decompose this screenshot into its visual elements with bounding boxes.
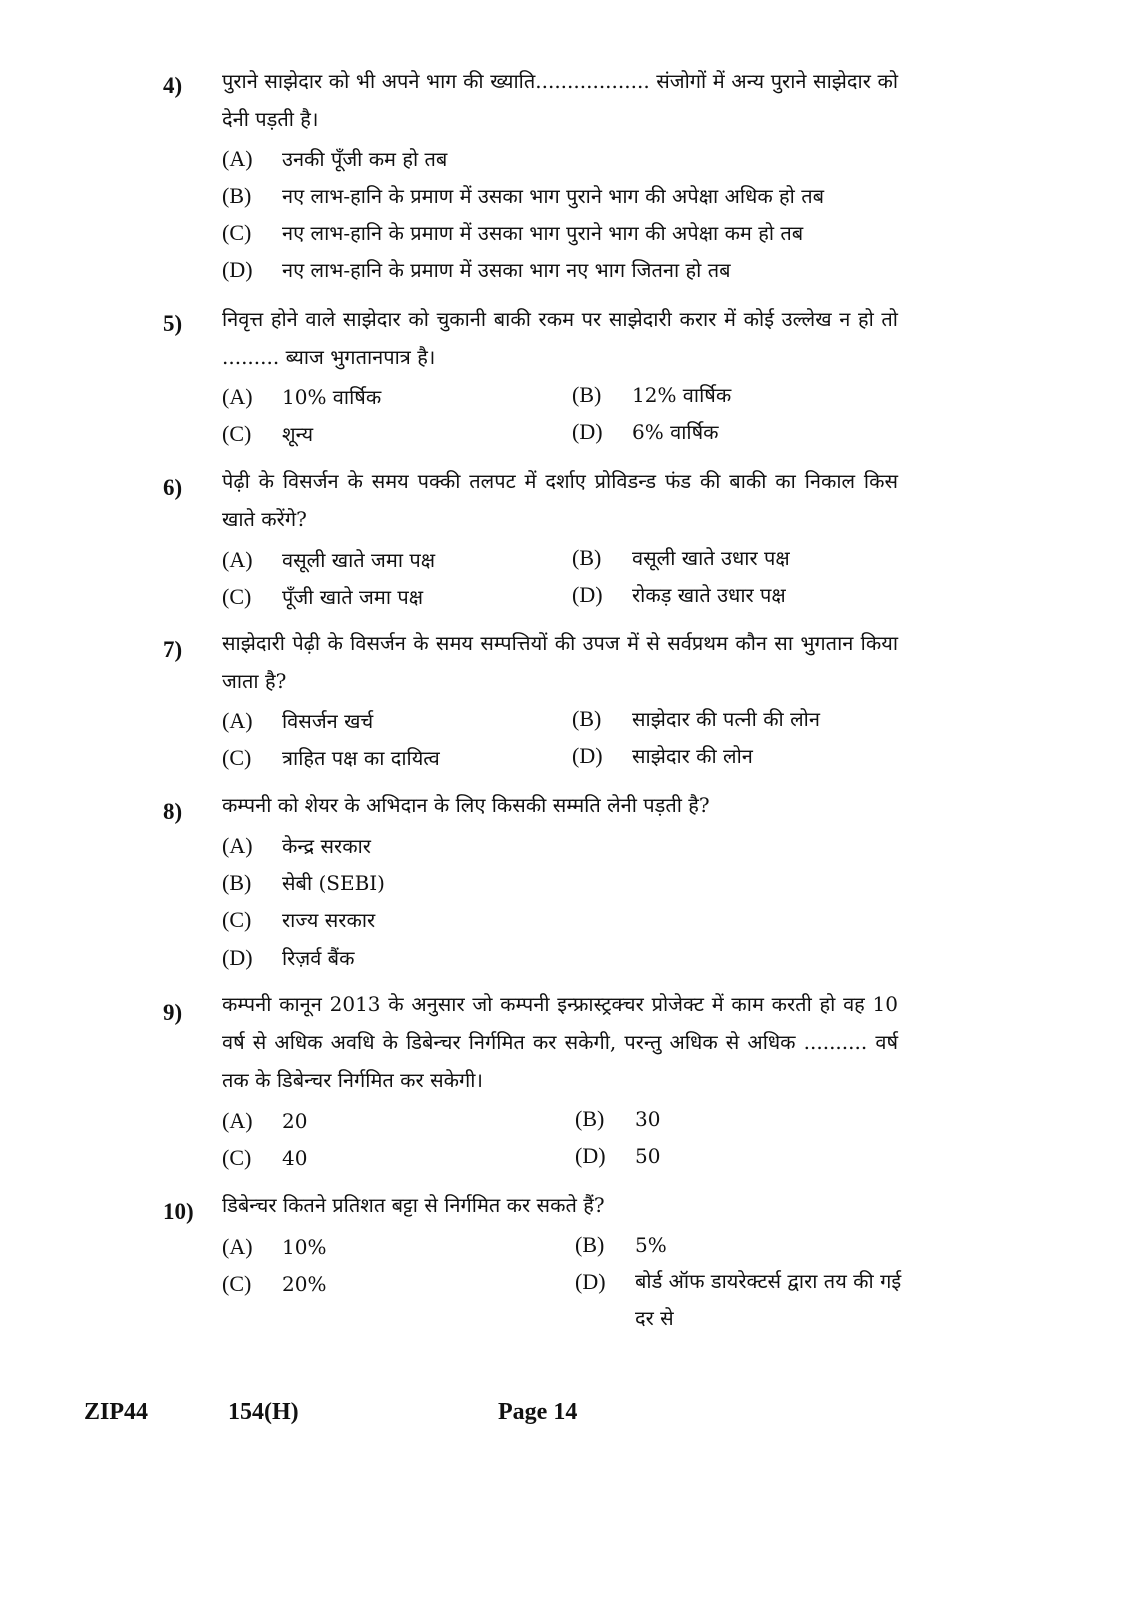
question-text: डिबेन्चर कितने प्रतिशत बट्टा से निर्गमित कर सकते हैं? (222, 1193, 605, 1217)
option-label: (D) (575, 1143, 606, 1168)
question-number: 8) (163, 799, 183, 824)
option-label: (C) (222, 1271, 252, 1296)
option-label: (A) (222, 708, 253, 733)
option-text: रोकड़ खाते उधार पक्ष (632, 583, 786, 607)
option-label: (D) (575, 1269, 606, 1294)
option-label: (B) (222, 183, 252, 208)
option-c[interactable] (222, 214, 803, 252)
option-d[interactable] (575, 1137, 660, 1175)
option-b[interactable] (572, 700, 820, 738)
question-number: 6) (163, 475, 183, 500)
option-label: (B) (575, 1106, 605, 1131)
option-text: रिज़र्व बैंक (282, 946, 355, 970)
question-number: 10) (163, 1199, 194, 1224)
option-text: 30 (635, 1107, 661, 1131)
option-label: (C) (222, 1145, 252, 1170)
option-label: (A) (222, 1234, 253, 1259)
option-text: शून्य (282, 422, 314, 446)
question-number: 9) (163, 1000, 183, 1025)
option-label: (B) (572, 545, 602, 570)
question-number: 5) (163, 311, 183, 336)
option-a[interactable] (222, 140, 447, 178)
option-label: (C) (222, 745, 252, 770)
option-b[interactable] (222, 177, 824, 215)
option-d[interactable] (222, 251, 731, 289)
footer-code: ZIP44 (84, 1399, 149, 1425)
question-text: पेढ़ी के विसर्जन के समय पक्की तलपट में दर्शाए प्रोविडन्ड फंड की बाकी का निकाल किस खाते करेंगे? (222, 469, 898, 531)
option-c[interactable] (222, 415, 313, 453)
option-label: (D) (572, 582, 603, 607)
option-text: 40 (282, 1146, 308, 1170)
footer-paper-code: 154(H) (228, 1399, 299, 1425)
option-c[interactable] (222, 1265, 326, 1303)
option-label: (D) (572, 743, 603, 768)
option-c[interactable] (222, 901, 375, 939)
option-c[interactable] (222, 1139, 307, 1177)
question-text: साझेदारी पेढ़ी के विसर्जन के समय सम्पत्तियों की उपज में से सर्वप्रथम कौन सा भुगतान किया जाता है? (222, 631, 898, 693)
option-text: केन्द्र सरकार (282, 834, 371, 858)
question-number: 4) (163, 73, 183, 98)
option-a[interactable] (222, 1102, 307, 1140)
option-a[interactable] (222, 827, 371, 865)
option-text: राज्य सरकार (282, 908, 376, 932)
option-label: (A) (222, 547, 253, 572)
option-a[interactable] (222, 1228, 326, 1266)
option-text: विसर्जन खर्च (282, 709, 374, 733)
option-label: (C) (222, 220, 252, 245)
option-label: (C) (222, 584, 252, 609)
option-text: पूँजी खाते जमा पक्ष (282, 585, 424, 609)
option-label: (D) (572, 419, 603, 444)
option-text: 10% (282, 1235, 327, 1259)
footer-page-number: Page 14 (498, 1399, 578, 1425)
option-label: (B) (572, 706, 602, 731)
option-text: त्राहित पक्ष का दायित्व (282, 746, 440, 770)
option-label: (D) (222, 257, 253, 282)
option-text: 20% (282, 1272, 327, 1296)
option-text: 20 (282, 1109, 308, 1133)
question-text: कम्पनी कानून 2013 के अनुसार जो कम्पनी इन्फ्रास्ट्रक्चर प्रोजेक्ट में काम करती हो वह 10 वर्ष से अधिक अवधि के डिबेन्चर निर्गमित कर सकेगी, परन्तु अधिक से अधिक .......... वर्ष तक के डिबेन्चर निर्गमित कर सकेगी। (222, 992, 898, 1092)
option-a[interactable] (222, 702, 373, 740)
option-d[interactable] (222, 939, 354, 977)
option-d[interactable] (572, 413, 719, 451)
option-label: (A) (222, 1108, 253, 1133)
option-d[interactable] (572, 737, 753, 775)
option-b[interactable] (575, 1226, 667, 1264)
question-text: पुराने साझेदार को भी अपने भाग की ख्याति.................. संजोगों में अन्य पुराने साझेदार को देनी पड़ती है। (222, 69, 898, 131)
option-text: नए लाभ-हानि के प्रमाण में उसका भाग पुराने भाग की अपेक्षा अधिक हो तब (282, 184, 825, 208)
option-label: (B) (575, 1232, 605, 1257)
option-text: बोर्ड ऑफ डायरेक्टर्स द्वारा तय की गई दर से (635, 1269, 902, 1330)
option-text: 5% (635, 1233, 667, 1257)
option-text: वसूली खाते उधार पक्ष (632, 546, 790, 570)
option-label: (A) (222, 384, 253, 409)
option-label: (B) (572, 382, 602, 407)
option-text: उनकी पूँजी कम हो तब (282, 147, 448, 171)
option-b[interactable] (575, 1100, 660, 1138)
option-label: (A) (222, 146, 253, 171)
option-c[interactable] (222, 739, 440, 777)
option-label: (C) (222, 907, 252, 932)
question-number: 7) (163, 637, 183, 662)
option-text: 50 (635, 1144, 661, 1168)
option-b[interactable] (222, 864, 385, 902)
option-label: (B) (222, 870, 252, 895)
option-text: साझेदार की लोन (632, 744, 753, 768)
option-label: (D) (222, 945, 253, 970)
option-text: सेबी (SEBI) (282, 871, 385, 895)
option-b[interactable] (572, 539, 790, 577)
option-a[interactable] (222, 378, 381, 416)
option-b[interactable] (572, 376, 731, 414)
option-text: 6% वार्षिक (632, 420, 719, 444)
option-text: वसूली खाते जमा पक्ष (282, 548, 436, 572)
option-text: नए लाभ-हानि के प्रमाण में उसका भाग पुराने भाग की अपेक्षा कम हो तब (282, 221, 804, 245)
option-text: 12% वार्षिक (632, 383, 732, 407)
option-label: (C) (222, 421, 252, 446)
option-c[interactable] (222, 578, 423, 616)
option-d[interactable] (572, 576, 786, 614)
question-text: निवृत्त होने वाले साझेदार को चुकानी बाकी रकम पर साझेदारी करार में कोई उल्लेख न हो तो ......... ब्याज भुगतानपात्र है। (222, 307, 898, 369)
option-label: (A) (222, 833, 253, 858)
option-a[interactable] (222, 541, 435, 579)
question-text: कम्पनी को शेयर के अभिदान के लिए किसकी सम्मति लेनी पड़ती है? (222, 793, 710, 817)
option-text: 10% वार्षिक (282, 385, 382, 409)
option-text: साझेदार की पत्नी की लोन (632, 707, 820, 731)
option-text: नए लाभ-हानि के प्रमाण में उसका भाग नए भाग जितना हो तब (282, 258, 731, 282)
option-d[interactable] (575, 1263, 902, 1330)
